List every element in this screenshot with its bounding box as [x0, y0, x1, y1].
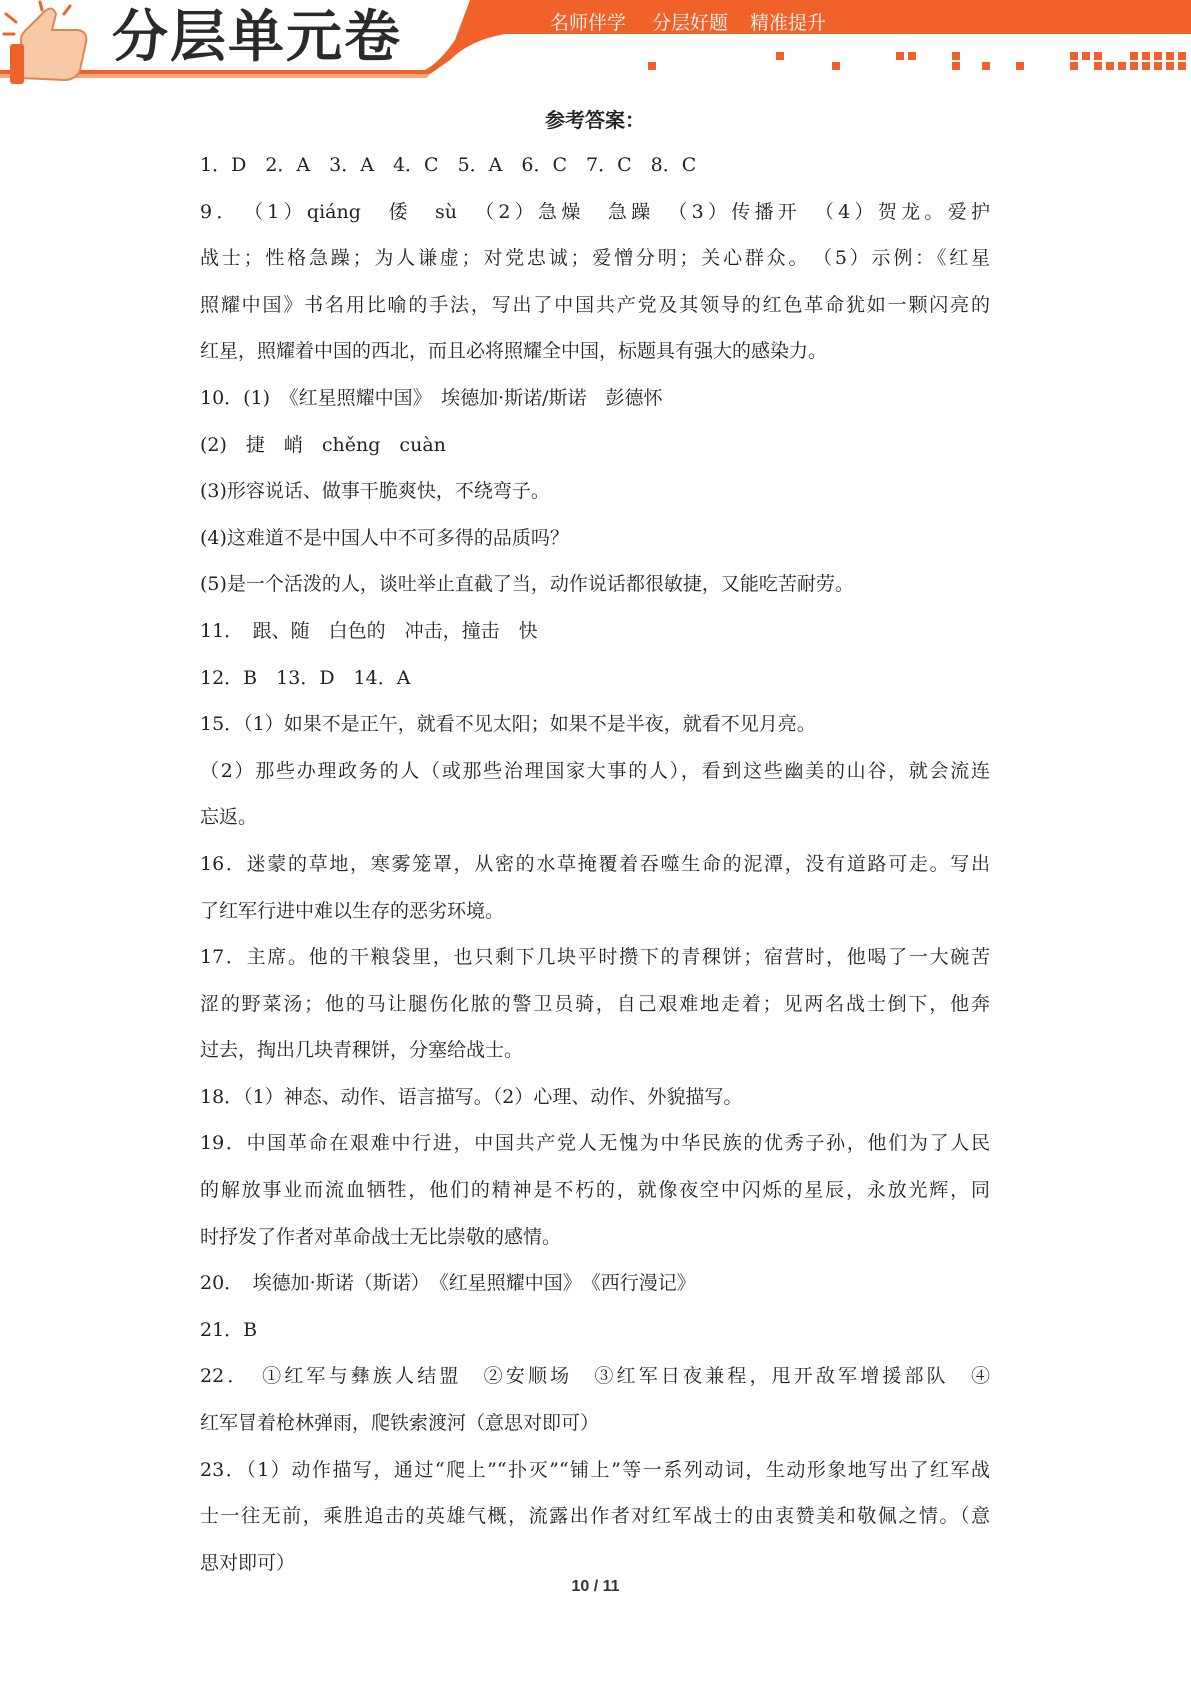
answer-line: 12．B 13．D 14．A	[200, 666, 411, 689]
answer-line: 18．（1）神态、动作、语言描写。（2）心理、动作、外貌描写。	[200, 1085, 743, 1108]
answer-line: 照耀中国》书名用比喻的手法，写出了中国共产党及其领导的红色革命犹如一颗闪亮的	[200, 293, 990, 316]
answer-line: 9． （1）qiáng 倭 sù （2）急燥 急躁 （3）传播开 （4）贺龙。爱护	[200, 200, 990, 223]
answer-line: （2）那些办理政务的人（或那些治理国家大事的人），看到这些幽美的山谷，就会流连	[200, 759, 990, 782]
answer-line: 了红军行进中难以生存的恶劣环境。	[200, 899, 505, 922]
answer-line: (4)这难道不是中国人中不可多得的品质吗？	[200, 526, 569, 549]
answer-line: 10．(1) 《红星照耀中国》 埃德加·斯诺/斯诺 彭德怀	[200, 386, 663, 409]
answer-line: 涩的野菜汤；他的马让腿伤化脓的警卫员骑，自己艰难地走着；见两名战士倒下，他奔	[200, 992, 990, 1015]
slogan-item: 分层好题	[652, 12, 729, 34]
answer-line: 过去，掏出几块青稞饼，分塞给战士。	[200, 1039, 524, 1062]
section-title: 参考答案：	[545, 108, 645, 132]
answer-line: 思对即可）	[200, 1551, 296, 1574]
answer-line: 士一往无前，乘胜追击的英雄气概，流露出作者对红军战士的由衷赞美和敬佩之情。（意	[200, 1505, 990, 1528]
answer-line: 11． 跟、随 白色的 冲击，撞击 快	[200, 619, 538, 642]
answer-line: 的解放事业而流血牺牲，他们的精神是不朽的，就像夜空中闪烁的星辰，永放光辉，同	[200, 1179, 990, 1202]
answer-line: 17．主席。他的干粮袋里，也只剩下几块平时攒下的青稞饼；宿营时，他喝了一大碗苦	[200, 946, 990, 969]
answer-line: 19．中国革命在艰难中行进，中国共产党人无愧为中华民族的优秀子孙，他们为了人民	[200, 1132, 990, 1155]
answer-line: 16．迷蒙的草地，寒雾笼罩，从密的水草掩覆着吞噬生命的泥潭，没有道路可走。写出	[200, 852, 990, 875]
thumbs-up-icon	[4, 2, 86, 84]
answer-line: 20． 埃德加·斯诺（斯诺） 《红星照耀中国》 《西行漫记》	[200, 1272, 696, 1295]
answer-line: (5)是一个活泼的人，谈吐举止直截了当，动作说话都很敏捷，又能吃苦耐劳。	[200, 573, 854, 596]
answer-line: 23．（1）动作描写，通过“爬上”“扑灭”“铺上”等一系列动词，生动形象地写出了红军战	[200, 1458, 990, 1481]
answer-line: (2) 捷 峭 chěng cuàn	[200, 433, 446, 456]
brand-title: 分层单元卷	[112, 5, 402, 70]
answer-line: 1．D 2．A 3．A 4．C 5．A 6．C 7．C 8．C	[200, 154, 697, 176]
slogan-item: 名师伴学	[550, 12, 627, 34]
answer-line: 22． ①红军与彝族人结盟 ②安顺场 ③红军日夜兼程，甩开敌军增援部队 ④	[200, 1365, 990, 1388]
answer-line: 时抒发了作者对革命战士无比崇敬的感情。	[200, 1225, 562, 1248]
answer-line: 红军冒着枪林弹雨，爬铁索渡河（意思对即可）	[200, 1412, 600, 1435]
page-number: 10 / 11	[571, 1578, 620, 1595]
pixel-decoration	[648, 52, 1186, 70]
answer-key-body	[200, 100, 990, 1586]
header-banner	[0, 0, 1191, 92]
answer-line: 21．B	[200, 1318, 258, 1341]
slogan-item: 精准提升	[750, 12, 827, 34]
answer-line: 红星，照耀着中国的西北，而且必将照耀全中国，标题具有强大的感染力。	[200, 340, 828, 363]
answer-line: 战士；性格急躁；为人谦虚；对党忠诚；爱憎分明；关心群众。 （5）示例：《红星	[200, 247, 990, 270]
answer-line: (3)形容说话、做事干脆爽快，不绕弯子。	[200, 480, 550, 503]
answer-line: 15．（1）如果不是正午，就看不见太阳；如果不是半夜，就看不见月亮。	[200, 713, 816, 736]
answer-line: 忘返。	[200, 806, 258, 829]
